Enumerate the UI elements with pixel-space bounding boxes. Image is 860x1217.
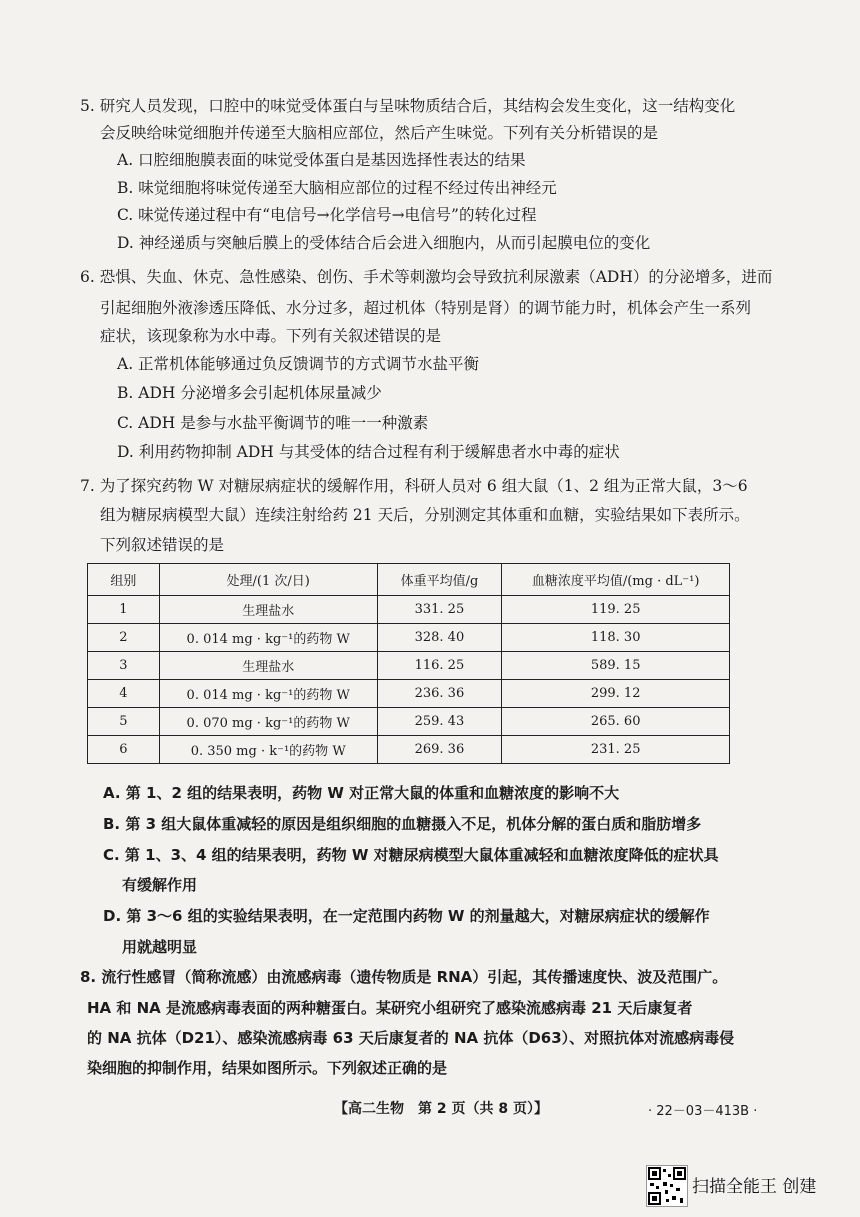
q6-stem-line-2: 引起细胞外液渗透压降低、水分过多，超过机体（特别是肾）的调节能力时，机体会产生一系列	[100, 299, 752, 317]
table-cell-treatment: 0. 014 mg · kg⁻¹的药物 W	[159, 624, 377, 652]
q7-option-c-line-1: C. 第 1、3、4 组的结果表明，药物 W 对糖尿病模型大鼠体重减轻和血糖浓度降低的症状具	[103, 846, 719, 864]
table-header-group: 组别	[88, 564, 160, 596]
table-row	[88, 652, 730, 680]
table-cell-weight: 331. 25	[377, 596, 502, 624]
table-cell-group: 3	[88, 652, 160, 680]
qr-code-icon	[646, 1165, 688, 1207]
table-cell-glucose: 119. 25	[502, 596, 730, 624]
q7-option-d-line-2: 用就越明显	[122, 938, 198, 956]
table-cell-group: 6	[88, 736, 160, 764]
page-footer-code: · 22－03－413B ·	[648, 1104, 758, 1119]
q6-option-c: C. ADH 是参与水盐平衡调节的唯一一种激素	[117, 414, 429, 432]
table-cell-group: 1	[88, 596, 160, 624]
q5-option-b: B. 味觉细胞将味觉传递至大脑相应部位的过程不经过传出神经元	[117, 179, 557, 197]
table-cell-group: 2	[88, 624, 160, 652]
table-header-row	[88, 564, 730, 596]
q8-stem-line-4: 染细胞的抑制作用，结果如图所示。下列叙述正确的是	[87, 1059, 448, 1077]
table-row	[88, 708, 730, 736]
scanner-watermark: 扫描全能王 创建	[692, 1177, 817, 1197]
table-cell-weight: 269. 36	[377, 736, 502, 764]
table-row	[88, 736, 730, 764]
q5-option-a: A. 口腔细胞膜表面的味觉受体蛋白是基因选择性表达的结果	[117, 151, 526, 169]
table-cell-treatment: 生理盐水	[159, 596, 377, 624]
q6-option-b: B. ADH 分泌增多会引起机体尿量减少	[117, 384, 382, 402]
q8-stem-line-3: 的 NA 抗体（D21）、感染流感病毒 63 天后康复者的 NA 抗体（D63）、对照抗体对流感病毒侵	[87, 1029, 735, 1047]
table-cell-treatment: 0. 350 mg · k⁻¹的药物 W	[159, 736, 377, 764]
q6-stem-line-3: 症状，该现象称为水中毒。下列有关叙述错误的是	[100, 327, 442, 345]
table-row	[88, 624, 730, 652]
table-header-treatment: 处理/(1 次/日)	[159, 564, 377, 596]
table-cell-glucose: 589. 15	[502, 652, 730, 680]
table-row	[88, 680, 730, 708]
q7-stem-line-3: 下列叙述错误的是	[100, 536, 225, 554]
q7-results-table	[87, 563, 730, 764]
q7-option-a: A. 第 1、2 组的结果表明，药物 W 对正常大鼠的体重和血糖浓度的影响不大	[103, 784, 620, 802]
table-cell-treatment: 生理盐水	[159, 652, 377, 680]
q8-stem-line-2: HA 和 NA 是流感病毒表面的两种糖蛋白。某研究小组研究了感染流感病毒 21 天后康复者	[87, 999, 693, 1017]
q5-option-c: C. 味觉传递过程中有“电信号→化学信号→电信号”的转化过程	[117, 206, 537, 224]
q6-option-a: A. 正常机体能够通过负反馈调节的方式调节水盐平衡	[117, 355, 480, 373]
table-cell-group: 5	[88, 708, 160, 736]
table-cell-treatment: 0. 070 mg · kg⁻¹的药物 W	[159, 708, 377, 736]
table-cell-glucose: 118. 30	[502, 624, 730, 652]
q5-stem-line-2: 会反映给味觉细胞并传递至大脑相应部位，然后产生味觉。下列有关分析错误的是	[100, 124, 659, 142]
q7-stem-line-2: 组为糖尿病模型大鼠）连续注射给药 21 天后，分别测定其体重和血糖，实验结果如下表所示。	[100, 506, 750, 524]
q5-stem-line-1: 5. 研究人员发现，口腔中的味觉受体蛋白与呈味物质结合后，其结构会发生变化，这一结构变化	[80, 97, 736, 115]
table-cell-glucose: 231. 25	[502, 736, 730, 764]
page-footer-label: 【高二生物 第 2 页（共 8 页）】	[334, 1101, 548, 1117]
q8-stem-line-1: 8. 流行性感冒（简称流感）由流感病毒（遗传物质是 RNA）引起，其传播速度快、波及范围广。	[80, 968, 728, 986]
q6-stem-line-1: 6. 恐惧、失血、休克、急性感染、创伤、手术等刺激均会导致抗利尿激素（ADH）的分泌增多，进而	[80, 268, 773, 286]
table-header-weight: 体重平均值/g	[377, 564, 502, 596]
q7-option-d-line-1: D. 第 3～6 组的实验结果表明，在一定范围内药物 W 的剂量越大，对糖尿病症状的缓解作	[103, 907, 710, 925]
table-cell-weight: 116. 25	[377, 652, 502, 680]
table-cell-weight: 236. 36	[377, 680, 502, 708]
q6-option-d: D. 利用药物抑制 ADH 与其受体的结合过程有利于缓解患者水中毒的症状	[117, 443, 620, 461]
table-cell-glucose: 265. 60	[502, 708, 730, 736]
q7-option-c-line-2: 有缓解作用	[122, 876, 198, 894]
q5-option-d: D. 神经递质与突触后膜上的受体结合后会进入细胞内，从而引起膜电位的变化	[117, 234, 651, 252]
table-cell-group: 4	[88, 680, 160, 708]
table-cell-weight: 259. 43	[377, 708, 502, 736]
table-header-glucose: 血糖浓度平均值/(mg · dL⁻¹)	[502, 564, 730, 596]
table-cell-treatment: 0. 014 mg · kg⁻¹的药物 W	[159, 680, 377, 708]
table-cell-glucose: 299. 12	[502, 680, 730, 708]
q7-stem-line-1: 7. 为了探究药物 W 对糖尿病症状的缓解作用，科研人员对 6 组大鼠（1、2 组为正常大鼠，3～6	[80, 477, 748, 495]
q7-option-b: B. 第 3 组大鼠体重减轻的原因是组织细胞的血糖摄入不足，机体分解的蛋白质和脂肪增多	[103, 815, 702, 833]
table-cell-weight: 328. 40	[377, 624, 502, 652]
table-row	[88, 596, 730, 624]
